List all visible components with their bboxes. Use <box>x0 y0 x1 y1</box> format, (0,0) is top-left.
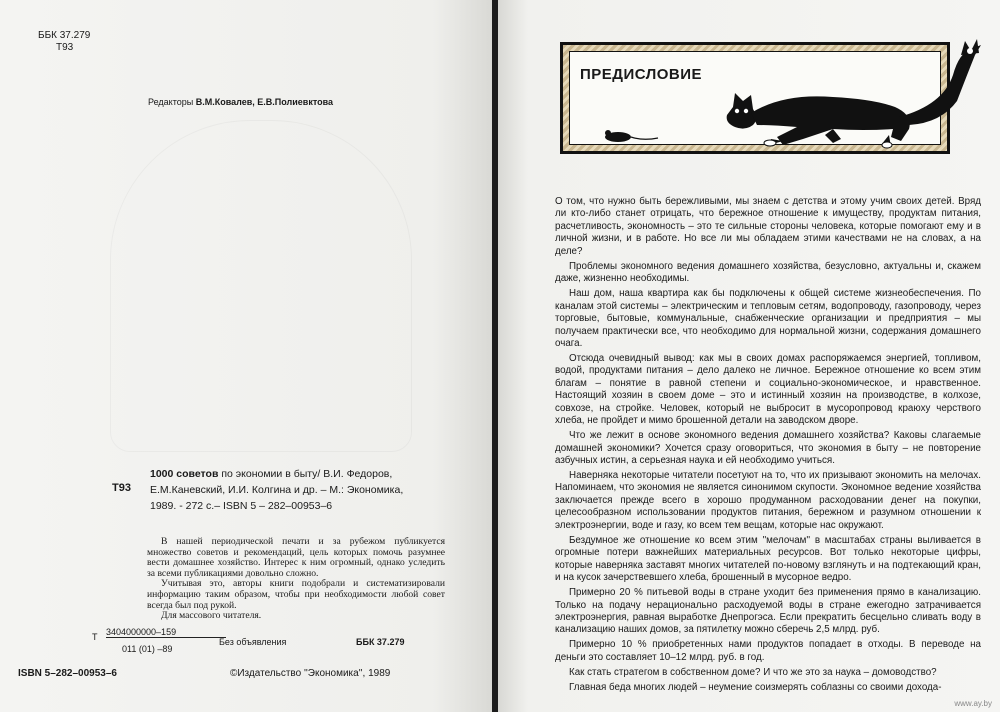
annotation-paragraph: Учитывая это, авторы книги подобрали и систематизировали информацию таким образом, чтобы при необходимости любой совет всегда был под рукой. <box>147 578 445 611</box>
preface-paragraph: Наш дом, наша квартира как бы подключены к общей системе жизнеобеспечения. По каналам этой системы – электрическим и тепловым сетям, водопроводу, газопроводу, через торговые, бытовые, коммунальные, снабженческие организации и предприятия – мы получаем практически все, что необходимо для нормальной жизни, содержания домашнего очага. <box>555 288 981 349</box>
preface-paragraph: Главная беда многих людей – неумение соизмерять соблазны со своими дохода- <box>569 681 942 693</box>
preface-paragraph: Как стать стратегом в собственном доме? И что же это за наука – домоводство? <box>569 666 937 678</box>
author-code-left: Т93 <box>112 482 131 494</box>
right-page <box>498 0 1000 712</box>
code-t: Т <box>92 632 98 642</box>
bbk-code-top <box>38 30 90 54</box>
bib-line-3: 1989. - 272 с.– ISBN 5 – 282–00953–6 <box>150 500 333 512</box>
bib-line-1: по экономии в быту/ В.И. Федоров, <box>218 468 393 480</box>
publisher-copyright: ©Издательство ''Экономика'', 1989 <box>230 668 391 679</box>
watermark: www.ay.by <box>954 699 992 708</box>
preface-paragraph: Что же лежит в основе экономного ведения домашнего хозяйства? Каковы слагаемые домашней экономики? Хочется сразу оговориться, что экономия в быту – не повторение азбучных истин, а серьезная наука и ей необходимо учиться. <box>555 430 981 467</box>
code-sub: 011 (01) –89 <box>122 644 173 654</box>
editors-line <box>148 97 333 107</box>
preface-paragraph: Примерно 20 % питьевой воды в стране уходит без применения прямо в канализацию. Только на подачу нерационально расходуемой воды в стране ежегодно затрачивается электроэнергия, равная выработке Днепрогэса. Если прекратить бесцельно сливать воду в канализацию наших домов, за пятилетку можно сберечь 2,5 млрд. руб. <box>555 587 981 636</box>
annotation-paragraph: В нашей периодической печати и за рубежом публикуется множество советов и рекомендаций, цель которых помочь разумнее вести домашнее хозяйство. Интерес к ним огромный, однако уследить за всеми публикациями довольно сложно. <box>147 536 445 579</box>
bibliographic-record <box>150 466 450 514</box>
no-announcement: Без объявления <box>219 637 287 647</box>
code-number: 3404000000–159 <box>106 627 226 638</box>
author-code-top: Т93 <box>56 42 74 53</box>
preface-text <box>555 196 981 697</box>
preface-paragraph: Примерно 10 % приобретенных нами продуктов попадает в отходы. В переводе на деньги это составляет 10–12 млрд. руб. в год. <box>555 639 981 663</box>
preface-paragraph: О том, что нужно быть бережливыми, мы знаем с детства и этому учим своих детей. Вряд ли кто-либо станет отрицать, что бережное отношение к имуществу, продуктам питания, расчетливость, экономность – это те сильные стороны человека, которые помогают ему и в личной жизни, и в работе. Но все ли мы обладаем этими качествами не на словах, а на деле? <box>555 196 981 257</box>
left-page <box>0 0 492 712</box>
cat-and-mouse-illustration <box>713 45 1000 185</box>
chapter-heading: ПРЕДИСЛОВИЕ <box>580 66 703 83</box>
isbn: ISBN 5–282–00953–6 <box>18 668 117 679</box>
annotation-paragraph: Для массового читателя. <box>161 610 262 622</box>
chapter-banner <box>560 42 950 154</box>
annotation <box>147 537 445 622</box>
preface-paragraph: Проблемы экономного ведения домашнего хозяйства, безусловно, актуальны и, скажем даже, жизненно необходимы. <box>555 260 981 285</box>
preface-paragraph: Наверняка некоторые читатели посетуют на то, что их призывают экономить на мелочах. Напоминаем, что экономия не является синонимом скупости. Экономное ведение хозяйства заключается прежде всего в хорошо продуманном расходовании денег на покупки, целесообразном использовании продуктов питания, бережном и разумном отношении к электроэнергии, воде и газу, ко всем тем вещам, которые нас окружают. <box>555 470 981 531</box>
cat-icon <box>727 39 981 148</box>
bbk-code-bottom: ББК 37.279 <box>356 637 405 647</box>
show-through-image <box>110 120 412 452</box>
preface-paragraph: Отсюда очевидный вывод: как мы в своих домах распоряжаемся энергией, топливом, водой, продуктами питания – дело далеко не личное. Бережное отношение ко всем этим благам – понятие в равной степени и социально-экономическое, и нравственное. Настоящий хозяин в своем доме – это и истинный хозяин на производстве, в колхозе, совхозе, на стройке. Человек, который не выбросит в мусоропровод краюху черствого хлеба, не пройдет и мимо брошенной детали на заводском дворе. <box>555 352 981 427</box>
bbk-top-text: ББК 37.279 <box>38 30 91 41</box>
bib-line-2: Е.М.Каневский, И.И. Колгина и др. – М.: Экономика, <box>150 484 404 496</box>
editors-label: Редакторы <box>148 97 194 107</box>
preface-paragraph: Бездумное же отношение ко всем этим ''мелочам'' в масштабах страны выливается в огромные потери важнейших материальных ресурсов. Вот только некоторые цифры, которые наверняка заставят многих читателей по-новому взглянуть и на подтекающий кран, и на кусок зачерствевшего хлеба, брошенный в мусорное ведро. <box>555 534 981 584</box>
editors-names: В.М.Ковалев, Е.В.Полиевктова <box>195 97 334 107</box>
book-title: 1000 советов <box>150 468 219 480</box>
